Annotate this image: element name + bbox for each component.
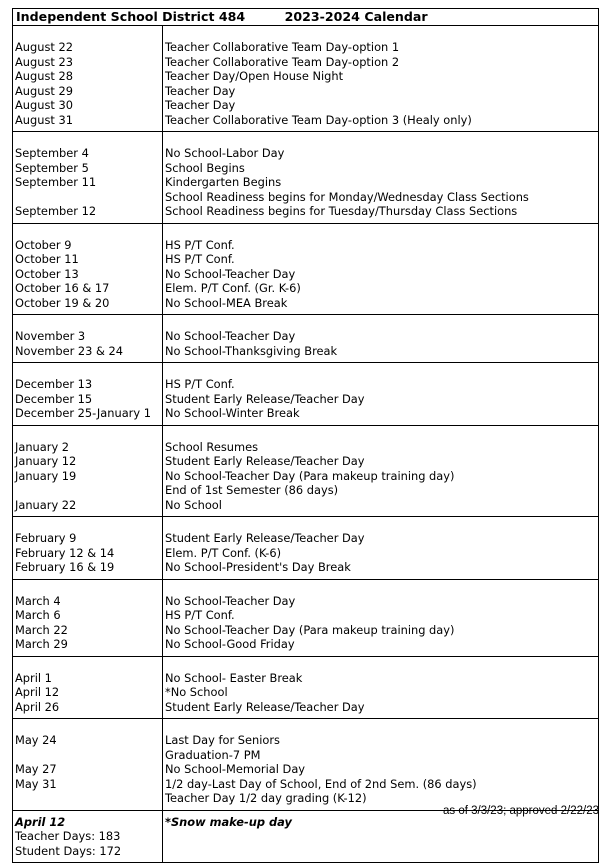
event-description: School Readiness begins for Tuesday/Thursday Class Sections	[165, 204, 518, 218]
event-date: August 23	[15, 54, 73, 69]
date-cell	[13, 425, 163, 517]
event-cell	[163, 656, 599, 719]
event-date: January 12	[15, 454, 77, 468]
event-date: October 19 & 20	[15, 295, 110, 310]
event-description: HS P/T Conf.	[165, 608, 235, 622]
date-cell	[13, 315, 163, 363]
event-description: Teacher Collaborative Team Day-option 3 (Healy only)	[165, 112, 472, 127]
event-description: HS P/T Conf.	[165, 252, 235, 266]
summary-note-cell	[163, 810, 599, 863]
month-section	[13, 26, 599, 132]
event-date	[15, 791, 160, 806]
event-date: February 16 & 19	[15, 560, 115, 574]
event-date: September 4	[15, 146, 89, 160]
summary-cell	[13, 810, 163, 863]
date-cell	[13, 26, 163, 132]
event-description: No School- Easter Break	[165, 670, 303, 685]
event-date: March 22	[15, 622, 68, 637]
event-description: No School-Labor Day	[165, 146, 285, 160]
event-date: September 12	[15, 204, 97, 218]
event-date: April 12	[15, 685, 60, 699]
event-date: November 3	[15, 329, 86, 343]
event-description: Student Early Release/Teacher Day	[165, 454, 365, 468]
summary-row	[13, 810, 599, 863]
month-section	[13, 579, 599, 656]
month-section	[13, 656, 599, 719]
event-description: No School-Teacher Day (Para makeup training day)	[165, 622, 455, 637]
event-cell	[163, 26, 599, 132]
approval-note: as of 3/3/23; approved 2/22/23	[442, 805, 599, 817]
event-date: October 9	[15, 237, 72, 252]
event-date: May 27	[15, 762, 57, 776]
event-date: September 5	[15, 160, 89, 175]
event-description: No School	[165, 497, 222, 512]
event-description: Elem. P/T Conf. (Gr. K-6)	[165, 281, 301, 295]
month-section	[13, 719, 599, 811]
event-date: August 28	[15, 69, 73, 83]
event-cell	[163, 579, 599, 656]
snow-makeup-note: *Snow make-up day	[165, 814, 292, 829]
event-date: March 4	[15, 593, 61, 608]
event-description: No School-Teacher Day (Para makeup training day)	[165, 468, 455, 483]
event-date: January 22	[15, 497, 77, 512]
date-cell	[13, 579, 163, 656]
event-description: School Begins	[165, 160, 245, 175]
event-date: March 6	[15, 608, 61, 622]
event-description: HS P/T Conf.	[165, 377, 235, 391]
month-section	[13, 315, 599, 363]
teacher-days-count: Teacher Days: 183	[15, 829, 121, 843]
event-date: May 24	[15, 733, 57, 747]
event-description: Last Day for Seniors	[165, 733, 280, 747]
event-date: October 16 & 17	[15, 281, 110, 295]
event-date: August 29	[15, 83, 73, 98]
event-date	[15, 748, 160, 763]
event-date: April 1	[15, 670, 52, 685]
event-date	[15, 483, 160, 498]
event-description: Teacher Collaborative Team Day-option 2	[165, 54, 400, 69]
calendar-title	[13, 9, 599, 26]
date-cell	[13, 223, 163, 315]
event-description: Student Early Release/Teacher Day	[165, 531, 365, 545]
event-date: April 26	[15, 699, 60, 714]
month-section	[13, 223, 599, 315]
event-cell	[163, 719, 599, 811]
event-description: No School-President's Day Break	[165, 560, 351, 574]
date-cell	[13, 517, 163, 580]
event-date: September 11	[15, 175, 97, 189]
event-date: January 2	[15, 439, 70, 454]
event-description: Teacher Day 1/2 day grading (K-12)	[165, 791, 367, 805]
event-description: Elem. P/T Conf. (K-6)	[165, 545, 282, 560]
event-date: December 15	[15, 391, 93, 406]
event-description: Student Early Release/Teacher Day	[165, 391, 365, 406]
event-description: Graduation-7 PM	[165, 747, 261, 762]
event-description: No School-Good Friday	[165, 637, 295, 651]
date-cell	[13, 719, 163, 811]
calendar-year: 2023-2024 Calendar	[284, 9, 428, 24]
event-date: December 25-January 1	[15, 406, 151, 420]
month-section	[13, 132, 599, 224]
event-date: May 31	[15, 776, 57, 791]
event-date: August 31	[15, 112, 73, 127]
event-cell	[163, 517, 599, 580]
event-date: February 12 & 14	[15, 545, 115, 560]
event-date: February 9	[15, 531, 77, 545]
event-cell	[163, 425, 599, 517]
event-date: October 13	[15, 266, 79, 281]
event-description: No School-Teacher Day	[165, 329, 296, 343]
event-description: No School-Thanksgiving Break	[165, 343, 338, 358]
event-date: November 23 & 24	[15, 343, 123, 358]
calendar-table	[12, 8, 599, 863]
event-description: School Readiness begins for Monday/Wednesday Class Sections	[165, 189, 529, 204]
district-name: Independent School District 484	[16, 9, 246, 24]
event-cell	[163, 315, 599, 363]
month-section	[13, 363, 599, 426]
event-date: March 29	[15, 637, 68, 651]
event-date: December 13	[15, 377, 93, 391]
snow-makeup-date: April 12	[15, 814, 66, 829]
event-date: January 19	[15, 468, 77, 483]
event-description: Teacher Day	[165, 83, 236, 98]
month-section	[13, 517, 599, 580]
event-description: Teacher Collaborative Team Day-option 1	[165, 40, 400, 54]
event-date: August 22	[15, 40, 73, 54]
event-cell	[163, 132, 599, 224]
event-description: Student Early Release/Teacher Day	[165, 699, 365, 714]
event-date: August 30	[15, 98, 73, 112]
month-section	[13, 425, 599, 517]
event-description: 1/2 day-Last Day of School, End of 2nd Sem. (86 days)	[165, 776, 477, 791]
date-cell	[13, 656, 163, 719]
event-description: No School-Teacher Day	[165, 266, 296, 281]
event-date: October 11	[15, 252, 79, 266]
event-description: End of 1st Semester (86 days)	[165, 483, 339, 497]
student-days-count: Student Days: 172	[15, 843, 122, 858]
date-cell	[13, 363, 163, 426]
event-description: No School-Winter Break	[165, 406, 300, 420]
event-date	[15, 190, 160, 205]
event-description: No School-MEA Break	[165, 295, 288, 310]
event-description: Kindergarten Begins	[165, 175, 282, 189]
event-description: *No School	[165, 685, 228, 699]
event-description: Teacher Day/Open House Night	[165, 69, 344, 83]
date-cell	[13, 132, 163, 224]
event-cell	[163, 223, 599, 315]
event-description: School Resumes	[165, 439, 259, 454]
event-description: No School-Teacher Day	[165, 593, 296, 608]
event-cell	[163, 363, 599, 426]
event-description: Teacher Day	[165, 98, 236, 112]
event-description: HS P/T Conf.	[165, 237, 235, 252]
event-description: No School-Memorial Day	[165, 762, 306, 776]
